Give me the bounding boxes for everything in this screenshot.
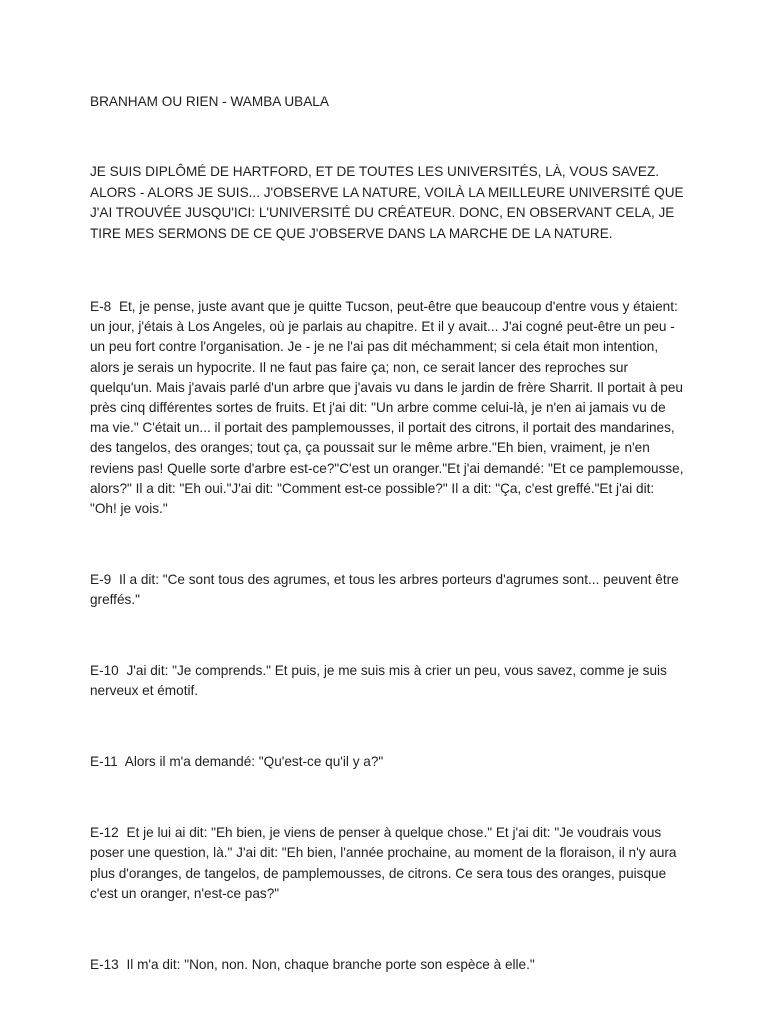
paragraph-e10 — [90, 661, 684, 701]
paragraph-text: Alors il m'a demandé: "Qu'est-ce qu'il y a?" — [124, 754, 384, 770]
paragraph-text: Il m'a dit: "Non, non. Non, chaque branche porte son espèce à elle." — [126, 957, 535, 973]
paragraph-e11 — [90, 752, 684, 772]
paragraph-text: Et, je pense, juste avant que je quitte Tucson, peut-être que beaucoup d'entre vous y étaient: un jour, j'étais à Los Angeles, où je parlais au chapitre. Et il y avait... J'ai cogné peut-être un peu - un peu fort contre l'organisation. Je - je ne l'ai pas dit méchamment; si cela était mon intention, alors je serais un hypocrite. Il ne faut pas faire ça; non, ce serait lancer des reproches sur quelqu'un. Mais j'avais parlé d'un arbre que j'avais vu dans le jardin de frère Sharrit. Il portait à peu près cinq différentes sortes de fruits. Et j'ai dit: "Un arbre comme celui-là, je n'en ai jamais vu de ma vie." C'était un... il portait des pamplemousses, il portait des citrons, il portait des mandarines, des tangelos, des oranges; tout ça, ça poussait sur le même arbre."Eh bien, vraiment, je n'en reviens pas! Quelle sorte d'arbre est-ce?"C'est un oranger."Et j'ai demandé: "Et ce pamplemousse, alors?" Il a dit: "Eh oui."J'ai dit: "Comment est-ce possible?" Il a dit: "Ça, c'est greffé."Et j'ai dit: "Oh! je vois." — [90, 299, 684, 517]
paragraph-number: E-9 — [90, 572, 112, 588]
paragraph-text: J'ai dit: "Je comprends." Et puis, je me suis mis à crier un peu, vous savez, comme je suis nerveux et émotif. — [90, 662, 667, 698]
intro-paragraph: JE SUIS DIPLÔMÉ DE HARTFORD, ET DE TOUTES LES UNIVERSITÉS, LÀ, VOUS SAVEZ. ALORS - ALORS JE SUIS... J'OBSERVE LA NATURE, VOILÀ LA MEILLEURE UNIVERSITÉ QUE J'AI TROUVÉE JUSQU'ICI: L'UNIVERSITÉ DU CRÉATEUR. DONC, EN OBSERVANT CELA, JE TIRE MES SERMONS DE CE QUE J'OBSERVE DANS LA MARCHE DE LA NATURE. — [90, 164, 684, 241]
document-page — [90, 92, 684, 975]
paragraph-text: Et je lui ai dit: "Eh bien, je viens de penser à quelque chose." Et j'ai dit: "Je voudrais vous poser une question, là." J'ai dit: "Eh bien, l'année prochaine, au moment de la floraison, il n'y aura plus d'oranges, de tangelos, de pamplemousses, de citrons. Ce sera tous des oranges, puisque c'est un oranger, n'est-ce pas?" — [90, 825, 677, 901]
document-title: BRANHAM OU RIEN - WAMBA UBALA — [90, 94, 329, 109]
paragraph-text: Il a dit: "Ce sont tous des agrumes, et tous les arbres porteurs d'agrumes sont... peuvent être greffés." — [90, 572, 679, 608]
paragraph-number: E-11 — [90, 754, 118, 770]
paragraph-number: E-12 — [90, 825, 119, 841]
paragraph-e8 — [90, 297, 684, 519]
paragraph-e9 — [90, 570, 684, 610]
paragraph-e12 — [90, 823, 684, 904]
paragraph-e13 — [90, 955, 684, 975]
paragraph-number: E-8 — [90, 299, 112, 314]
paragraph-number: E-10 — [90, 662, 119, 678]
paragraph-number: E-13 — [90, 957, 119, 973]
